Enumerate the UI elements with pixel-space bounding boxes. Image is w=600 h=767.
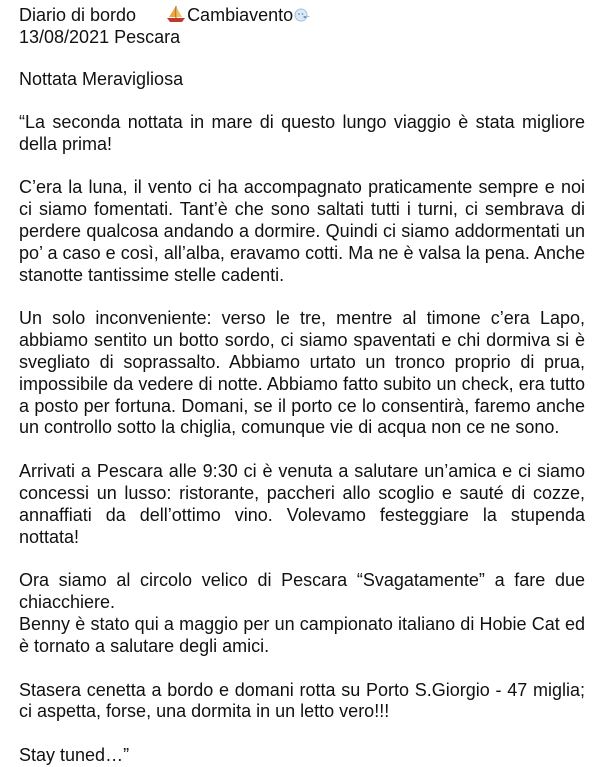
paragraph-arrival: Arrivati a Pescara alle 9:30 ci è venuta a salutare un’amica e ci siamo concessi un lusso: ristorante, paccheri allo scoglio e sauté di cozze, annaffiati da dell’ottimo vino. Volevamo festeggiare la stupenda nottata! [19, 461, 585, 547]
sailboat-icon [166, 5, 186, 23]
paragraph-stasera: Stasera cenetta a bordo e domani rotta su Porto S.Giorgio - 47 miglia; ci aspetta, forse, una dormita in un letto vero!!! [19, 679, 585, 722]
journal-header [19, 4, 585, 26]
journal-date-place: 13/08/2021 Pescara [19, 27, 181, 47]
circolo-line-1: Ora siamo al circolo velico di Pescara “Svagatamente” a fare due chiacchiere. [19, 570, 585, 613]
closing-line: Stay tuned…” [19, 745, 130, 766]
journal-label: Diario di bordo [19, 5, 137, 25]
journal-page [19, 4, 585, 767]
paragraph-incident: Un solo inconveniente: verso le tre, mentre al timone c’era Lapo, abbiamo sentito un botto sordo, ci siamo spaventati e chi dormiva si è svegliato di soprassalto. Abbiamo urtato un tronco proprio di prua, impossibile da vedere di notte. Abbiamo fatto subito un check, era tutto a posto per fortuna. Domani, se il porto ce lo consentirà, faremo anche un controllo sotto la chiglia, comunque vie di acqua non ce ne sono. [19, 308, 585, 438]
entry-title: Nottata Meravigliosa [19, 69, 184, 89]
paragraph-night: C’era la luna, il vento ci ha accompagnato praticamente sempre e noi ci siamo fomentati. Tant’è che sono saltati tutti i turni, ci sembrava di perdere qualcosa andando a dormire. Quindi ci siamo addormentati un po’ a caso e così, all’alba, eravamo cotti. Ma ne è valsa la pena. Anche stanotte tantissime stelle cadenti. [19, 177, 585, 285]
boat-name: Cambiavento [187, 5, 294, 25]
paragraph-intro: “La seconda nottata in mare di questo lungo viaggio è stata migliore della prima! [19, 111, 585, 154]
wind-face-icon [294, 6, 310, 22]
paragraph-circolo [19, 570, 585, 657]
circolo-line-2: Benny è stato qui a maggio per un campionato italiano di Hobie Cat ed è tornato a salutare degli amici. [19, 613, 585, 656]
